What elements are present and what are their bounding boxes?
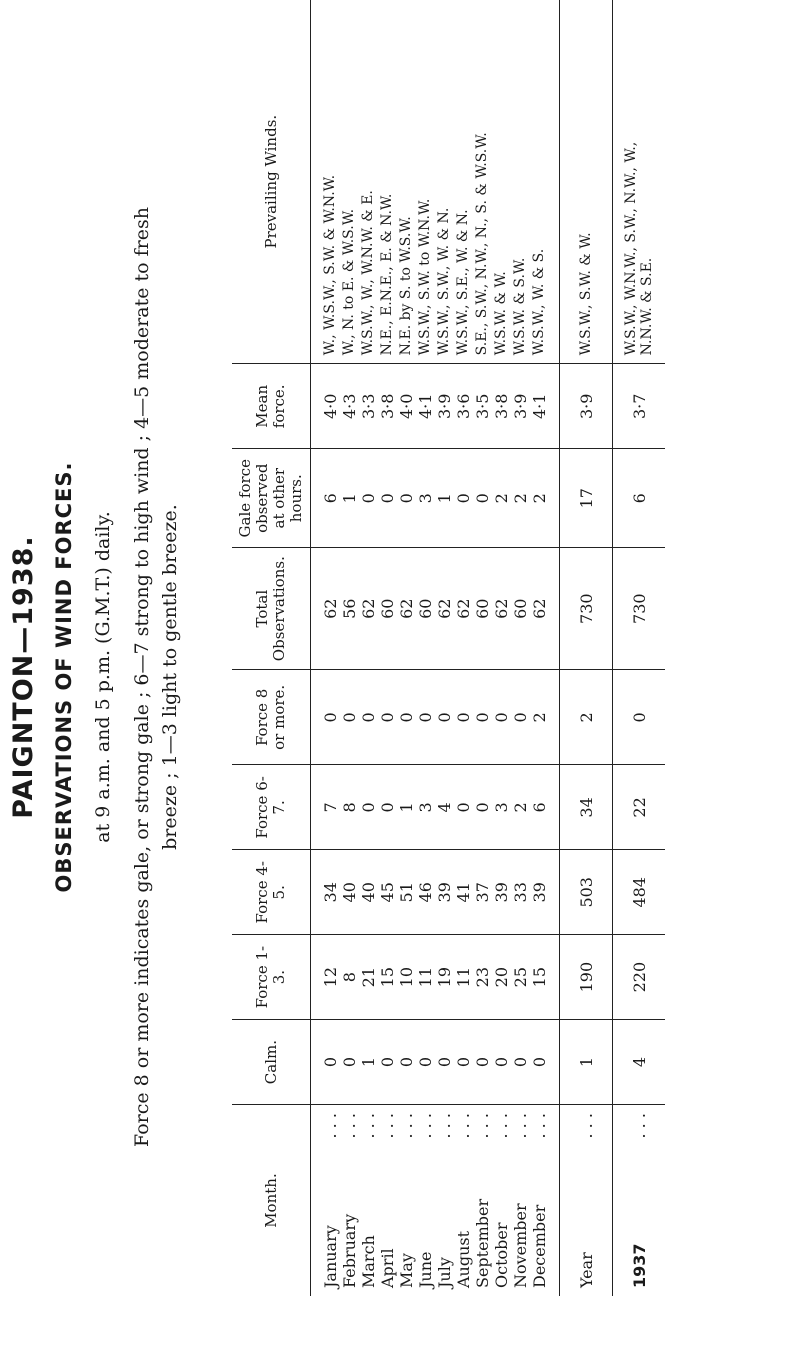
cell-f45: 46: [416, 882, 435, 903]
monthly-rows: [311, 0, 560, 1296]
header-row: [232, 0, 311, 1296]
cell-month: April . . .: [378, 1113, 397, 1288]
year-total: 730: [560, 548, 613, 670]
cell-f45: 37: [473, 882, 492, 903]
cell-calm: 0: [378, 1056, 397, 1068]
prev-winds-line-1: W.S.W., W.N.W., S.W., N.W., W.,: [623, 141, 639, 356]
cell-f8: 0: [492, 712, 511, 723]
force-6-7-column: [311, 765, 560, 850]
cell-f8: 2: [530, 712, 549, 723]
cell-mean: 3·3: [359, 393, 378, 420]
force-legend: [128, 0, 184, 1354]
cell-f13: 23: [473, 966, 492, 988]
cell-f67: 0: [473, 802, 492, 813]
cell-f8: 0: [454, 712, 473, 723]
cell-calm: 0: [416, 1056, 435, 1068]
cell-calm: 0: [435, 1056, 454, 1068]
cell-f8: 0: [416, 712, 435, 723]
mean-column: [311, 364, 560, 449]
month-name: March: [359, 1235, 378, 1288]
cell-total: 56: [340, 598, 359, 619]
cell-f45: 40: [340, 882, 359, 903]
cell-f45: 39: [492, 882, 511, 903]
cell-total: 62: [492, 598, 511, 619]
cell-f45: 33: [511, 882, 530, 903]
cell-total: 62: [454, 598, 473, 619]
cell-f13: 8: [340, 972, 359, 983]
month-name: October: [492, 1222, 511, 1288]
cell-f13: 19: [435, 966, 454, 988]
cell-winds: W.S.W., S.W. to W.N.W.: [417, 198, 433, 356]
cell-gale: 1: [435, 493, 454, 504]
header-force-1-3: Force 1-3.: [232, 935, 311, 1020]
prev-winds-line-2: N.N.W. & S.E.: [639, 257, 655, 356]
cell-f67: 0: [454, 802, 473, 813]
cell-total: 60: [416, 598, 435, 619]
cell-f8: 0: [511, 712, 530, 723]
cell-winds: N.E. by S. to W.S.W.: [398, 216, 414, 356]
cell-mean: 3·8: [492, 393, 511, 420]
cell-gale: 2: [492, 493, 511, 504]
cell-f8: 0: [378, 712, 397, 723]
header-gale: Gale force observed at other hours.: [232, 449, 311, 548]
month-name: January: [321, 1225, 340, 1288]
cell-f45: 41: [454, 882, 473, 903]
cell-month: June . . .: [416, 1113, 435, 1288]
cell-gale: 0: [378, 493, 397, 504]
prev-winds: [613, 0, 666, 364]
force-legend-line-2: breeze ; 1—3 light to gentle breeze.: [159, 504, 181, 850]
cell-f67: 0: [359, 802, 378, 813]
cell-month: February . . .: [340, 1113, 359, 1288]
cell-mean: 3·9: [435, 393, 454, 420]
year-label: Year . . .: [560, 1105, 613, 1296]
cell-f13: 12: [321, 966, 340, 988]
cell-f67: 7: [321, 802, 340, 813]
wind-observations-table: [232, 0, 665, 1296]
winds-column: [311, 0, 560, 364]
header-force-8: Force 8 or more.: [232, 670, 311, 765]
prev-gale: 6: [613, 449, 666, 548]
cell-winds: S.E., S.W., N.W., N., S. & W.S.W.: [474, 132, 490, 356]
cell-total: 60: [511, 598, 530, 619]
cell-total: 60: [378, 598, 397, 619]
cell-f13: 25: [511, 966, 530, 988]
total-column: [311, 548, 560, 670]
table-subtitle: OBSERVATIONS OF WIND FORCES.: [52, 461, 76, 893]
year-row: [560, 0, 613, 1296]
cell-gale: 0: [473, 493, 492, 504]
year-force-1-3: 190: [560, 935, 613, 1020]
cell-f13: 10: [397, 966, 416, 988]
cell-total: 62: [530, 598, 549, 619]
cell-f67: 1: [397, 802, 416, 813]
cell-f8: 0: [359, 712, 378, 723]
year-force-4-5: 503: [560, 850, 613, 935]
cell-calm: 0: [473, 1056, 492, 1068]
force-8-column: [311, 670, 560, 765]
cell-f67: 0: [378, 802, 397, 813]
year-winds: W.S.W., S.W. & W.: [560, 0, 613, 364]
month-name: February: [340, 1213, 359, 1288]
month-name: August: [454, 1230, 473, 1288]
cell-calm: 1: [359, 1056, 378, 1068]
cell-f13: 15: [530, 966, 549, 988]
previous-year-row: [613, 0, 666, 1296]
cell-f67: 8: [340, 802, 359, 813]
calm-column: [311, 1020, 560, 1105]
cell-calm: 0: [454, 1056, 473, 1068]
cell-f67: 6: [530, 802, 549, 813]
force-4-5-column: [311, 850, 560, 935]
month-column: [311, 1105, 560, 1296]
cell-month: October . . .: [492, 1113, 511, 1288]
cell-calm: 0: [321, 1056, 340, 1068]
cell-f67: 3: [416, 802, 435, 813]
cell-calm: 0: [511, 1056, 530, 1068]
header-force-4-5: Force 4-5.: [232, 850, 311, 935]
month-name: December: [530, 1204, 549, 1288]
force-1-3-column: [311, 935, 560, 1020]
cell-month: December . . .: [530, 1113, 549, 1288]
cell-total: 62: [321, 598, 340, 619]
cell-f45: 39: [435, 882, 454, 903]
cell-gale: 0: [359, 493, 378, 504]
cell-winds: W.S.W. & W.: [493, 271, 509, 356]
prev-force-6-7: 22: [613, 765, 666, 850]
cell-f8: 0: [397, 712, 416, 723]
force-legend-line-1: Force 8 or more indicates gale, or strong gale ; 6—7 strong to high wind ; 4—5 moderate to fresh: [131, 207, 153, 1147]
prev-total: 730: [613, 548, 666, 670]
cell-total: 62: [435, 598, 454, 619]
month-name: July: [435, 1257, 454, 1288]
header-total: Total Observations.: [232, 548, 311, 670]
cell-f45: 51: [397, 882, 416, 903]
cell-f45: 45: [378, 882, 397, 903]
cell-mean: 4·1: [416, 393, 435, 420]
cell-month: March . . .: [359, 1113, 378, 1288]
cell-mean: 3·5: [473, 393, 492, 420]
cell-winds: W.S.W. & S.W.: [512, 257, 528, 356]
cell-winds: W.S.W., W., W.N.W. & E.: [360, 190, 376, 356]
cell-calm: 0: [397, 1056, 416, 1068]
cell-calm: 0: [340, 1056, 359, 1068]
year-force-6-7: 34: [560, 765, 613, 850]
cell-mean: 4·0: [321, 393, 340, 420]
cell-total: 60: [473, 598, 492, 619]
header-mean: Mean force.: [232, 364, 311, 449]
year-force-8: 2: [560, 670, 613, 765]
header-force-6-7: Force 6-7.: [232, 765, 311, 850]
cell-mean: 3·8: [378, 393, 397, 420]
cell-mean: 4·1: [530, 393, 549, 420]
cell-f13: 11: [416, 966, 435, 988]
prev-force-4-5: 484: [613, 850, 666, 935]
gale-column: [311, 449, 560, 548]
cell-calm: 0: [530, 1056, 549, 1068]
prev-mean: 3·7: [613, 364, 666, 449]
month-name: April: [378, 1248, 397, 1288]
cell-mean: 4·3: [340, 393, 359, 420]
cell-gale: 0: [397, 493, 416, 504]
page-title: PAIGNTON—1938.: [8, 535, 39, 819]
cell-f8: 0: [340, 712, 359, 723]
cell-mean: 4·0: [397, 393, 416, 420]
cell-calm: 0: [492, 1056, 511, 1068]
year-mean: 3·9: [560, 364, 613, 449]
cell-month: May . . .: [397, 1113, 416, 1288]
cell-gale: 2: [530, 493, 549, 504]
cell-month: January . . .: [321, 1113, 340, 1288]
cell-winds: W.S.W., S.E., W. & N.: [455, 209, 471, 356]
header-month: Month.: [232, 1105, 311, 1296]
cell-gale: 3: [416, 493, 435, 504]
cell-f13: 21: [359, 966, 378, 988]
cell-month: August . . .: [454, 1113, 473, 1288]
cell-gale: 0: [454, 493, 473, 504]
cell-winds: W.S.W., W. & S.: [531, 248, 547, 356]
month-name: September: [473, 1198, 492, 1288]
cell-f13: 20: [492, 966, 511, 988]
cell-f67: 2: [511, 802, 530, 813]
cell-winds: N.E., E.N.E., E. & N.W.: [379, 193, 395, 356]
header-calm: Calm.: [232, 1020, 311, 1105]
header-winds: Prevailing Winds.: [232, 0, 311, 364]
cell-winds: W., W.S.W., S.W. & W.N.W.: [322, 174, 338, 356]
prev-force-1-3: 220: [613, 935, 666, 1020]
cell-f45: 40: [359, 882, 378, 903]
cell-month: July . . .: [435, 1113, 454, 1288]
month-name: November: [511, 1203, 530, 1288]
prev-force-8: 0: [613, 670, 666, 765]
previous-year-label: 1937 . . .: [613, 1105, 666, 1296]
cell-gale: 2: [511, 493, 530, 504]
month-name: June: [416, 1251, 435, 1288]
cell-mean: 3·6: [454, 393, 473, 420]
cell-f67: 3: [492, 802, 511, 813]
cell-f13: 11: [454, 966, 473, 988]
cell-total: 62: [359, 598, 378, 619]
cell-total: 62: [397, 598, 416, 619]
cell-month: November . . .: [511, 1113, 530, 1288]
cell-f8: 0: [321, 712, 340, 723]
cell-f8: 0: [435, 712, 454, 723]
year-calm: 1: [560, 1020, 613, 1105]
cell-f45: 39: [530, 882, 549, 903]
cell-gale: 1: [340, 493, 359, 504]
year-gale: 17: [560, 449, 613, 548]
cell-month: September . . .: [473, 1113, 492, 1288]
month-name: May: [397, 1253, 416, 1288]
cell-f13: 15: [378, 966, 397, 988]
cell-winds: W., N. to E. & W.S.W.: [341, 208, 357, 356]
observation-times: at 9 a.m. and 5 p.m. (G.M.T.) daily.: [92, 511, 114, 843]
cell-f8: 0: [473, 712, 492, 723]
cell-mean: 3·9: [511, 393, 530, 420]
cell-f45: 34: [321, 882, 340, 903]
cell-gale: 6: [321, 493, 340, 504]
cell-f67: 4: [435, 802, 454, 813]
cell-winds: W.S.W., S.W., W. & N.: [436, 207, 452, 356]
prev-calm: 4: [613, 1020, 666, 1105]
